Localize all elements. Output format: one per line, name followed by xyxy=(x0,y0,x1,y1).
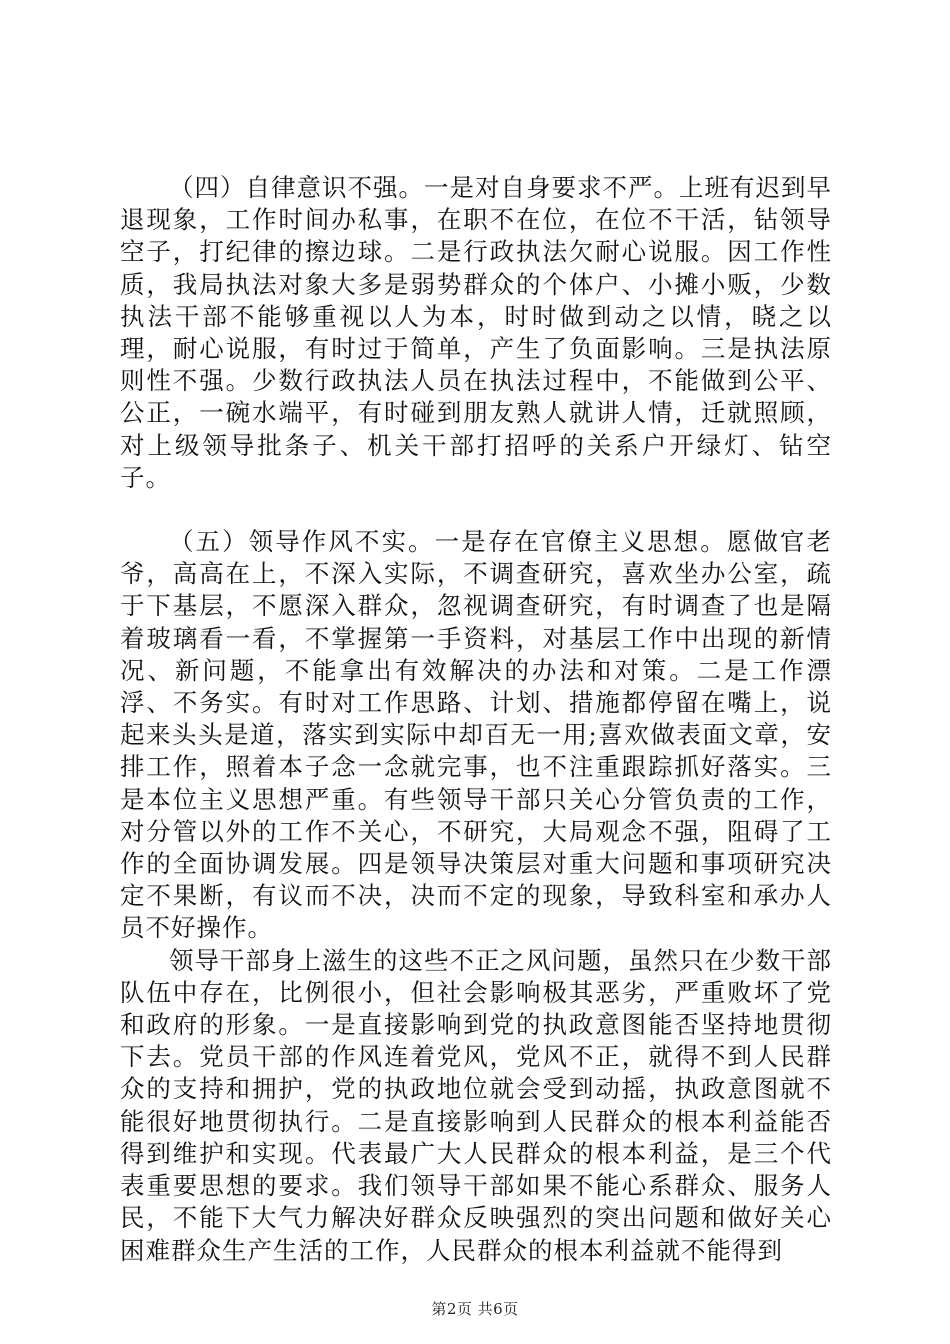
paragraph-self-discipline: （四）自律意识不强。一是对自身要求不严。上班有迟到早退现象，工作时间办私事，在职不在位，在位不干活，钻领导空子，打纪律的擦边球。二是行政执法欠耐心说服。因工作性质，我局执法对象大多是弱势群众的个体户、小摊小贩，少数执法干部不能够重视以人为本，时时做到动之以情，晓之以理，耐心说服，有时过于简单，产生了负面影响。三是执法原则性不强。少数行政执法人员在执法过程中，不能做到公平、公正，一碗水端平，有时碰到朋友熟人就讲人情，迁就照顾，对上级领导批条子、机关干部打招呼的关系户开绿灯、钻空子。 xyxy=(120,173,832,492)
paragraph-impact: 领导干部身上滋生的这些不正之风问题，虽然只在少数干部队伍中存在，比例很小，但社会影响极其恶劣，严重败坏了党和政府的形象。一是直接影响到党的执政意图能否坚持地贯彻下去。党员干部的作风连着党风，党风不正，就得不到人民群众的支持和拥护，党的执政地位就会受到动摇，执政意图就不能很好地贯彻执行。二是直接影响到人民群众的根本利益能否得到维护和实现。代表最广大人民群众的根本利益，是三个代表重要思想的要求。我们领导干部如果不能心系群众、服务人民，不能下大气力解决好群众反映强烈的突出问题和做好关心困难群众生产生活的工作，人民群众的根本利益就不能得到 xyxy=(120,945,832,1265)
page-number-footer: 第2页 共6页 xyxy=(431,1300,519,1318)
paragraph-leadership-style: （五）领导作风不实。一是存在官僚主义思想。愿做官老爷，高高在上，不深入实际，不调查研究，喜欢坐办公室，疏于下基层，不愿深入群众，忽视调查研究，有时调查了也是隔着玻璃看一看，不掌握第一手资料，对基层工作中出现的新情况、新问题，不能拿出有效解决的办法和对策。二是工作漂浮、不务实。有时对工作思路、计划、措施都停留在嘴上，说起来头头是道，落实到实际中却百无一用;喜欢做表面文章，安排工作，照着本子念一念就完事，也不注重跟踪抓好落实。三是本位主义思想严重。有些领导干部只关心分管负责的工作，对分管以外的工作不关心，不研究，大局观念不强，阻碍了工作的全面协调发展。四是领导决策层对重大问题和事项研究决定不果断，有议而不决，决而不定的现象，导致科室和承办人员不好操作。 xyxy=(120,527,832,943)
page-body xyxy=(120,172,832,1267)
